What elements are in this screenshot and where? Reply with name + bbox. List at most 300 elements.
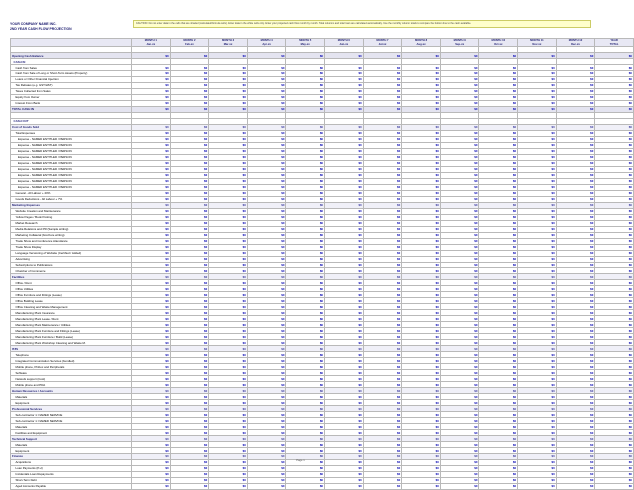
amount-cell[interactable]: $0 (209, 166, 248, 172)
amount-cell[interactable]: $0 (595, 304, 634, 310)
amount-cell[interactable]: $0 (556, 358, 595, 364)
amount-cell[interactable]: $0 (556, 322, 595, 328)
amount-cell[interactable]: $0 (479, 136, 518, 142)
amount-cell[interactable]: $0 (247, 412, 286, 418)
amount-cell[interactable]: $0 (479, 226, 518, 232)
amount-cell[interactable]: $0 (556, 136, 595, 142)
amount-cell[interactable]: $0 (209, 94, 248, 100)
amount-cell[interactable]: $0 (286, 65, 325, 71)
amount-cell[interactable]: $0 (325, 292, 364, 298)
amount-cell[interactable]: $0 (325, 76, 364, 82)
amount-cell[interactable]: $0 (479, 430, 518, 436)
amount-cell[interactable]: $0 (247, 286, 286, 292)
amount-cell[interactable]: $0 (518, 459, 557, 465)
amount-cell[interactable]: $0 (132, 304, 171, 310)
amount-cell[interactable]: $0 (170, 310, 209, 316)
amount-cell[interactable]: $0 (132, 172, 171, 178)
amount-cell[interactable]: $0 (518, 94, 557, 100)
amount-cell[interactable]: $0 (479, 304, 518, 310)
amount-cell[interactable]: $0 (286, 280, 325, 286)
amount-cell[interactable]: $0 (132, 471, 171, 477)
amount-cell[interactable]: $0 (556, 465, 595, 471)
amount-cell[interactable]: $0 (479, 172, 518, 178)
amount-cell[interactable]: $0 (440, 154, 479, 160)
amount-cell[interactable]: $0 (363, 226, 402, 232)
amount-cell[interactable]: $0 (132, 483, 171, 489)
amount-cell[interactable]: $0 (170, 370, 209, 376)
amount-cell[interactable]: $0 (595, 334, 634, 340)
amount-cell[interactable]: $0 (402, 477, 441, 483)
amount-cell[interactable]: $0 (209, 262, 248, 268)
amount-cell[interactable]: $0 (518, 65, 557, 71)
amount-cell[interactable]: $0 (402, 226, 441, 232)
amount-cell[interactable]: $0 (479, 71, 518, 77)
amount-cell[interactable]: $0 (556, 448, 595, 454)
amount-cell[interactable]: $0 (325, 316, 364, 322)
amount-cell[interactable]: $0 (247, 370, 286, 376)
amount-cell[interactable]: $0 (247, 100, 286, 106)
amount-cell[interactable]: $0 (247, 477, 286, 483)
amount-cell[interactable]: $0 (595, 238, 634, 244)
amount-cell[interactable]: $0 (170, 94, 209, 100)
amount-cell[interactable]: $0 (170, 130, 209, 136)
amount-cell[interactable]: $0 (440, 196, 479, 202)
amount-cell[interactable]: $0 (518, 142, 557, 148)
amount-cell[interactable]: $0 (209, 358, 248, 364)
amount-cell[interactable]: $0 (440, 166, 479, 172)
amount-cell[interactable]: $0 (286, 364, 325, 370)
amount-cell[interactable]: $0 (247, 148, 286, 154)
amount-cell[interactable]: $0 (170, 442, 209, 448)
amount-cell[interactable]: $0 (209, 364, 248, 370)
amount-cell[interactable]: $0 (440, 208, 479, 214)
amount-cell[interactable]: $0 (402, 370, 441, 376)
amount-cell[interactable]: $0 (286, 262, 325, 268)
amount-cell[interactable]: $0 (209, 208, 248, 214)
amount-cell[interactable]: $0 (170, 448, 209, 454)
amount-cell[interactable]: $0 (595, 190, 634, 196)
amount-cell[interactable]: $0 (556, 370, 595, 376)
amount-cell[interactable]: $0 (325, 358, 364, 364)
amount-cell[interactable]: $0 (556, 244, 595, 250)
amount-cell[interactable]: $0 (247, 430, 286, 436)
amount-cell[interactable]: $0 (479, 400, 518, 406)
amount-cell[interactable]: $0 (209, 352, 248, 358)
amount-cell[interactable]: $0 (402, 71, 441, 77)
amount-cell[interactable]: $0 (556, 82, 595, 88)
amount-cell[interactable]: $0 (170, 465, 209, 471)
amount-cell[interactable]: $0 (440, 298, 479, 304)
amount-cell[interactable]: $0 (363, 280, 402, 286)
amount-cell[interactable]: $0 (402, 172, 441, 178)
amount-cell[interactable]: $0 (132, 418, 171, 424)
amount-cell[interactable]: $0 (286, 442, 325, 448)
amount-cell[interactable]: $0 (209, 400, 248, 406)
amount-cell[interactable]: $0 (363, 483, 402, 489)
amount-cell[interactable]: $0 (440, 160, 479, 166)
amount-cell[interactable]: $0 (325, 370, 364, 376)
amount-cell[interactable]: $0 (595, 418, 634, 424)
amount-cell[interactable]: $0 (363, 471, 402, 477)
amount-cell[interactable]: $0 (132, 160, 171, 166)
amount-cell[interactable]: $0 (286, 166, 325, 172)
amount-cell[interactable]: $0 (595, 382, 634, 388)
amount-cell[interactable]: $0 (556, 142, 595, 148)
amount-cell[interactable]: $0 (556, 471, 595, 477)
amount-cell[interactable]: $0 (556, 238, 595, 244)
amount-cell[interactable]: $0 (286, 292, 325, 298)
amount-cell[interactable]: $0 (247, 316, 286, 322)
amount-cell[interactable]: $0 (518, 477, 557, 483)
amount-cell[interactable]: $0 (440, 304, 479, 310)
amount-cell[interactable]: $0 (247, 88, 286, 94)
amount-cell[interactable]: $0 (209, 148, 248, 154)
amount-cell[interactable]: $0 (402, 65, 441, 71)
amount-cell[interactable]: $0 (247, 196, 286, 202)
amount-cell[interactable]: $0 (556, 208, 595, 214)
amount-cell[interactable]: $0 (440, 382, 479, 388)
amount-cell[interactable]: $0 (325, 100, 364, 106)
amount-cell[interactable]: $0 (479, 459, 518, 465)
amount-cell[interactable]: $0 (363, 208, 402, 214)
amount-cell[interactable]: $0 (170, 424, 209, 430)
amount-cell[interactable]: $0 (479, 465, 518, 471)
amount-cell[interactable]: $0 (132, 65, 171, 71)
amount-cell[interactable]: $0 (325, 418, 364, 424)
amount-cell[interactable]: $0 (170, 400, 209, 406)
amount-cell[interactable]: $0 (170, 256, 209, 262)
amount-cell[interactable]: $0 (170, 184, 209, 190)
amount-cell[interactable]: $0 (440, 220, 479, 226)
amount-cell[interactable]: $0 (209, 220, 248, 226)
amount-cell[interactable]: $0 (170, 226, 209, 232)
amount-cell[interactable]: $0 (518, 483, 557, 489)
amount-cell[interactable]: $0 (556, 76, 595, 82)
amount-cell[interactable]: $0 (132, 208, 171, 214)
amount-cell[interactable]: $0 (247, 82, 286, 88)
amount-cell[interactable]: $0 (170, 382, 209, 388)
amount-cell[interactable]: $0 (518, 328, 557, 334)
amount-cell[interactable]: $0 (325, 400, 364, 406)
amount-cell[interactable]: $0 (556, 364, 595, 370)
amount-cell[interactable]: $0 (556, 459, 595, 465)
amount-cell[interactable]: $0 (247, 220, 286, 226)
amount-cell[interactable]: $0 (595, 244, 634, 250)
amount-cell[interactable]: $0 (440, 364, 479, 370)
amount-cell[interactable]: $0 (209, 340, 248, 346)
amount-cell[interactable]: $0 (286, 328, 325, 334)
amount-cell[interactable]: $0 (440, 250, 479, 256)
amount-cell[interactable]: $0 (518, 316, 557, 322)
amount-cell[interactable]: $0 (170, 65, 209, 71)
amount-cell[interactable]: $0 (518, 244, 557, 250)
amount-cell[interactable]: $0 (209, 316, 248, 322)
amount-cell[interactable]: $0 (595, 310, 634, 316)
amount-cell[interactable]: $0 (479, 196, 518, 202)
amount-cell[interactable]: $0 (132, 226, 171, 232)
amount-cell[interactable]: $0 (479, 178, 518, 184)
amount-cell[interactable]: $0 (286, 190, 325, 196)
amount-cell[interactable]: $0 (402, 394, 441, 400)
amount-cell[interactable]: $0 (170, 483, 209, 489)
amount-cell[interactable]: $0 (286, 412, 325, 418)
amount-cell[interactable]: $0 (247, 214, 286, 220)
amount-cell[interactable]: $0 (325, 304, 364, 310)
amount-cell[interactable]: $0 (170, 136, 209, 142)
amount-cell[interactable]: $0 (440, 370, 479, 376)
amount-cell[interactable]: $0 (132, 220, 171, 226)
amount-cell[interactable]: $0 (132, 477, 171, 483)
amount-cell[interactable]: $0 (402, 184, 441, 190)
amount-cell[interactable]: $0 (363, 220, 402, 226)
amount-cell[interactable]: $0 (325, 190, 364, 196)
amount-cell[interactable]: $0 (556, 214, 595, 220)
amount-cell[interactable]: $0 (595, 208, 634, 214)
amount-cell[interactable]: $0 (132, 394, 171, 400)
amount-cell[interactable]: $0 (556, 430, 595, 436)
amount-cell[interactable]: $0 (286, 394, 325, 400)
amount-cell[interactable]: $0 (132, 82, 171, 88)
amount-cell[interactable]: $0 (595, 442, 634, 448)
amount-cell[interactable]: $0 (247, 352, 286, 358)
amount-cell[interactable]: $0 (595, 160, 634, 166)
amount-cell[interactable]: $0 (440, 471, 479, 477)
amount-cell[interactable]: $0 (325, 226, 364, 232)
amount-cell[interactable]: $0 (132, 424, 171, 430)
amount-cell[interactable]: $0 (402, 88, 441, 94)
amount-cell[interactable]: $0 (595, 400, 634, 406)
amount-cell[interactable]: $0 (479, 412, 518, 418)
amount-cell[interactable]: $0 (247, 382, 286, 388)
amount-cell[interactable]: $0 (479, 190, 518, 196)
amount-cell[interactable]: $0 (440, 459, 479, 465)
amount-cell[interactable]: $0 (402, 220, 441, 226)
amount-cell[interactable]: $0 (479, 142, 518, 148)
amount-cell[interactable]: $0 (556, 226, 595, 232)
amount-cell[interactable]: $0 (170, 148, 209, 154)
amount-cell[interactable]: $0 (286, 316, 325, 322)
amount-cell[interactable]: $0 (595, 340, 634, 346)
amount-cell[interactable]: $0 (595, 376, 634, 382)
amount-cell[interactable]: $0 (518, 214, 557, 220)
amount-cell[interactable]: $0 (247, 256, 286, 262)
amount-cell[interactable]: $0 (518, 172, 557, 178)
amount-cell[interactable]: $0 (363, 214, 402, 220)
amount-cell[interactable]: $0 (132, 370, 171, 376)
amount-cell[interactable]: $0 (170, 322, 209, 328)
amount-cell[interactable]: $0 (556, 196, 595, 202)
amount-cell[interactable]: $0 (595, 184, 634, 190)
amount-cell[interactable]: $0 (479, 130, 518, 136)
amount-cell[interactable]: $0 (556, 477, 595, 483)
amount-cell[interactable]: $0 (247, 304, 286, 310)
amount-cell[interactable]: $0 (402, 136, 441, 142)
amount-cell[interactable]: $0 (132, 382, 171, 388)
amount-cell[interactable]: $0 (132, 238, 171, 244)
amount-cell[interactable]: $0 (132, 232, 171, 238)
amount-cell[interactable]: $0 (170, 250, 209, 256)
amount-cell[interactable]: $0 (170, 316, 209, 322)
amount-cell[interactable]: $0 (363, 418, 402, 424)
amount-cell[interactable]: $0 (363, 262, 402, 268)
amount-cell[interactable]: $0 (209, 100, 248, 106)
amount-cell[interactable]: $0 (170, 142, 209, 148)
amount-cell[interactable]: $0 (363, 376, 402, 382)
amount-cell[interactable]: $0 (247, 76, 286, 82)
amount-cell[interactable]: $0 (556, 442, 595, 448)
amount-cell[interactable]: $0 (363, 232, 402, 238)
amount-cell[interactable]: $0 (402, 262, 441, 268)
amount-cell[interactable]: $0 (440, 292, 479, 298)
amount-cell[interactable]: $0 (440, 424, 479, 430)
amount-cell[interactable]: $0 (440, 178, 479, 184)
amount-cell[interactable]: $0 (595, 142, 634, 148)
amount-cell[interactable]: $0 (556, 160, 595, 166)
amount-cell[interactable]: $0 (402, 196, 441, 202)
amount-cell[interactable]: $0 (363, 238, 402, 244)
amount-cell[interactable]: $0 (170, 214, 209, 220)
amount-cell[interactable]: $0 (556, 382, 595, 388)
amount-cell[interactable]: $0 (595, 130, 634, 136)
amount-cell[interactable]: $0 (325, 471, 364, 477)
amount-cell[interactable]: $0 (440, 316, 479, 322)
amount-cell[interactable]: $0 (286, 136, 325, 142)
amount-cell[interactable]: $0 (556, 154, 595, 160)
amount-cell[interactable]: $0 (363, 328, 402, 334)
amount-cell[interactable]: $0 (595, 292, 634, 298)
amount-cell[interactable]: $0 (132, 316, 171, 322)
amount-cell[interactable]: $0 (440, 71, 479, 77)
amount-cell[interactable]: $0 (402, 400, 441, 406)
amount-cell[interactable]: $0 (132, 352, 171, 358)
amount-cell[interactable]: $0 (402, 238, 441, 244)
amount-cell[interactable]: $0 (518, 292, 557, 298)
amount-cell[interactable]: $0 (209, 442, 248, 448)
amount-cell[interactable]: $0 (132, 71, 171, 77)
amount-cell[interactable]: $0 (286, 82, 325, 88)
amount-cell[interactable]: $0 (209, 304, 248, 310)
amount-cell[interactable]: $0 (402, 340, 441, 346)
amount-cell[interactable]: $0 (595, 71, 634, 77)
amount-cell[interactable]: $0 (209, 130, 248, 136)
amount-cell[interactable]: $0 (402, 424, 441, 430)
amount-cell[interactable]: $0 (286, 304, 325, 310)
amount-cell[interactable]: $0 (440, 226, 479, 232)
amount-cell[interactable]: $0 (132, 100, 171, 106)
amount-cell[interactable]: $0 (440, 130, 479, 136)
amount-cell[interactable]: $0 (325, 71, 364, 77)
amount-cell[interactable]: $0 (363, 142, 402, 148)
amount-cell[interactable]: $0 (479, 208, 518, 214)
amount-cell[interactable]: $0 (209, 244, 248, 250)
amount-cell[interactable]: $0 (402, 328, 441, 334)
amount-cell[interactable]: $0 (440, 82, 479, 88)
amount-cell[interactable]: $0 (132, 340, 171, 346)
amount-cell[interactable]: $0 (132, 142, 171, 148)
amount-cell[interactable]: $0 (247, 154, 286, 160)
amount-cell[interactable]: $0 (479, 471, 518, 477)
amount-cell[interactable]: $0 (209, 430, 248, 436)
amount-cell[interactable]: $0 (286, 232, 325, 238)
amount-cell[interactable]: $0 (402, 160, 441, 166)
amount-cell[interactable]: $0 (595, 220, 634, 226)
amount-cell[interactable]: $0 (132, 298, 171, 304)
amount-cell[interactable]: $0 (286, 244, 325, 250)
amount-cell[interactable]: $0 (595, 232, 634, 238)
amount-cell[interactable]: $0 (402, 286, 441, 292)
amount-cell[interactable]: $0 (363, 178, 402, 184)
amount-cell[interactable]: $0 (170, 178, 209, 184)
amount-cell[interactable]: $0 (556, 418, 595, 424)
amount-cell[interactable]: $0 (440, 94, 479, 100)
amount-cell[interactable]: $0 (325, 166, 364, 172)
amount-cell[interactable]: $0 (247, 250, 286, 256)
amount-cell[interactable]: $0 (518, 226, 557, 232)
amount-cell[interactable]: $0 (247, 190, 286, 196)
amount-cell[interactable]: $0 (402, 268, 441, 274)
amount-cell[interactable]: $0 (440, 100, 479, 106)
amount-cell[interactable]: $0 (518, 352, 557, 358)
amount-cell[interactable]: $0 (325, 364, 364, 370)
amount-cell[interactable]: $0 (363, 148, 402, 154)
amount-cell[interactable]: $0 (479, 477, 518, 483)
amount-cell[interactable]: $0 (479, 424, 518, 430)
amount-cell[interactable]: $0 (325, 465, 364, 471)
amount-cell[interactable]: $0 (325, 142, 364, 148)
amount-cell[interactable]: $0 (247, 142, 286, 148)
amount-cell[interactable]: $0 (518, 418, 557, 424)
amount-cell[interactable]: $0 (556, 352, 595, 358)
amount-cell[interactable]: $0 (363, 370, 402, 376)
amount-cell[interactable]: $0 (363, 160, 402, 166)
amount-cell[interactable]: $0 (518, 130, 557, 136)
amount-cell[interactable]: $0 (440, 286, 479, 292)
amount-cell[interactable]: $0 (402, 334, 441, 340)
amount-cell[interactable]: $0 (209, 214, 248, 220)
amount-cell[interactable]: $0 (247, 136, 286, 142)
amount-cell[interactable]: $0 (479, 280, 518, 286)
amount-cell[interactable]: $0 (518, 82, 557, 88)
amount-cell[interactable]: $0 (479, 268, 518, 274)
amount-cell[interactable]: $0 (595, 298, 634, 304)
amount-cell[interactable]: $0 (556, 71, 595, 77)
amount-cell[interactable]: $0 (247, 394, 286, 400)
amount-cell[interactable]: $0 (286, 334, 325, 340)
amount-cell[interactable]: $0 (209, 448, 248, 454)
amount-cell[interactable]: $0 (286, 477, 325, 483)
amount-cell[interactable]: $0 (325, 376, 364, 382)
amount-cell[interactable]: $0 (325, 178, 364, 184)
amount-cell[interactable]: $0 (595, 370, 634, 376)
amount-cell[interactable]: $0 (170, 412, 209, 418)
amount-cell[interactable]: $0 (518, 394, 557, 400)
amount-cell[interactable]: $0 (132, 196, 171, 202)
amount-cell[interactable]: $0 (595, 214, 634, 220)
amount-cell[interactable]: $0 (209, 459, 248, 465)
amount-cell[interactable]: $0 (209, 298, 248, 304)
amount-cell[interactable]: $0 (479, 184, 518, 190)
amount-cell[interactable]: $0 (363, 190, 402, 196)
amount-cell[interactable]: $0 (325, 334, 364, 340)
amount-cell[interactable]: $0 (170, 376, 209, 382)
amount-cell[interactable]: $0 (479, 88, 518, 94)
amount-cell[interactable]: $0 (247, 400, 286, 406)
amount-cell[interactable]: $0 (363, 340, 402, 346)
amount-cell[interactable]: $0 (479, 256, 518, 262)
amount-cell[interactable]: $0 (132, 166, 171, 172)
amount-cell[interactable]: $0 (595, 65, 634, 71)
amount-cell[interactable]: $0 (518, 256, 557, 262)
